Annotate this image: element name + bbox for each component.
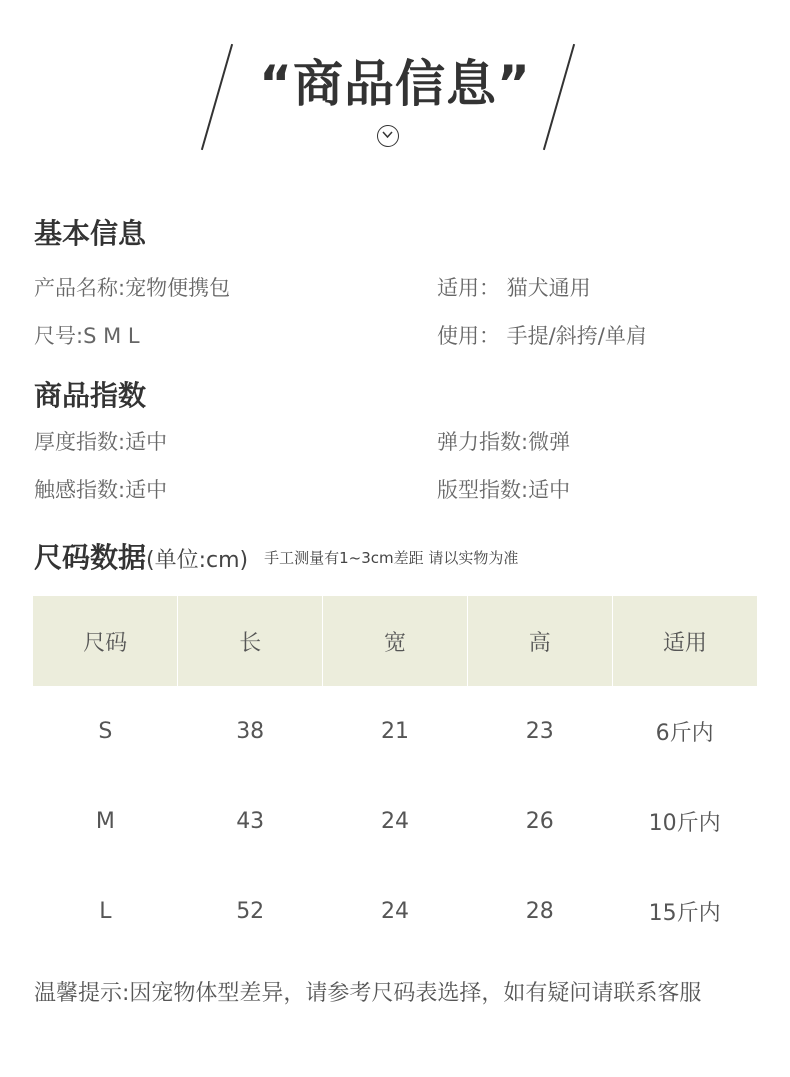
cell-height: 28 bbox=[525, 898, 554, 924]
size-data-note: 手工测量有1~3cm差距 请以实物为准 bbox=[264, 549, 519, 567]
cell-width: 24 bbox=[380, 808, 409, 834]
touch-index: 触感指数:适中 bbox=[34, 478, 168, 502]
cell-suitable: 10斤内 bbox=[648, 810, 721, 836]
cell-size: S bbox=[98, 718, 113, 744]
cell-height: 23 bbox=[525, 718, 554, 744]
chevron-down-circle-icon bbox=[377, 125, 399, 147]
header-suitable: 适用 bbox=[612, 596, 757, 686]
product-name: 产品名称:宠物便携包 bbox=[34, 276, 231, 300]
size-table-header-row bbox=[33, 596, 757, 686]
index-info-title: 商品指数 bbox=[34, 379, 147, 412]
table-row bbox=[33, 686, 757, 776]
cell-length: 43 bbox=[236, 808, 265, 834]
size-data-heading bbox=[34, 536, 518, 576]
size-options: 尺号:S M L bbox=[34, 324, 140, 348]
thickness-index: 厚度指数:适中 bbox=[34, 430, 168, 454]
cell-length: 52 bbox=[236, 898, 265, 924]
header-length: 长 bbox=[178, 596, 323, 686]
cell-length: 38 bbox=[236, 718, 265, 744]
cell-width: 21 bbox=[380, 718, 409, 744]
cell-suitable: 15斤内 bbox=[648, 900, 721, 926]
cell-height: 26 bbox=[525, 808, 554, 834]
size-table bbox=[33, 596, 757, 956]
cell-size: M bbox=[95, 808, 115, 834]
header-height: 高 bbox=[467, 596, 612, 686]
basic-info-title: 基本信息 bbox=[34, 217, 147, 250]
applicable-pets: 适用： 猫犬通用 bbox=[437, 276, 591, 300]
table-row bbox=[33, 776, 757, 866]
cell-suitable: 6斤内 bbox=[655, 720, 714, 746]
header-size: 尺码 bbox=[33, 596, 178, 686]
page-title: “商品信息” bbox=[259, 55, 531, 113]
cell-size: L bbox=[99, 898, 112, 924]
elasticity-index: 弹力指数:微弹 bbox=[437, 430, 571, 454]
size-data-unit: (单位:cm) bbox=[146, 548, 249, 573]
usage-modes: 使用： 手提/斜挎/单肩 bbox=[437, 324, 647, 348]
table-row bbox=[33, 866, 757, 956]
cell-width: 24 bbox=[380, 898, 409, 924]
warm-tip: 温馨提示:因宠物体型差异，请参考尺码表选择，如有疑问请联系客服 bbox=[34, 981, 702, 1006]
size-data-title: 尺码数据 bbox=[34, 541, 147, 574]
header bbox=[0, 0, 790, 160]
header-width: 宽 bbox=[323, 596, 468, 686]
fit-index: 版型指数:适中 bbox=[437, 478, 571, 502]
